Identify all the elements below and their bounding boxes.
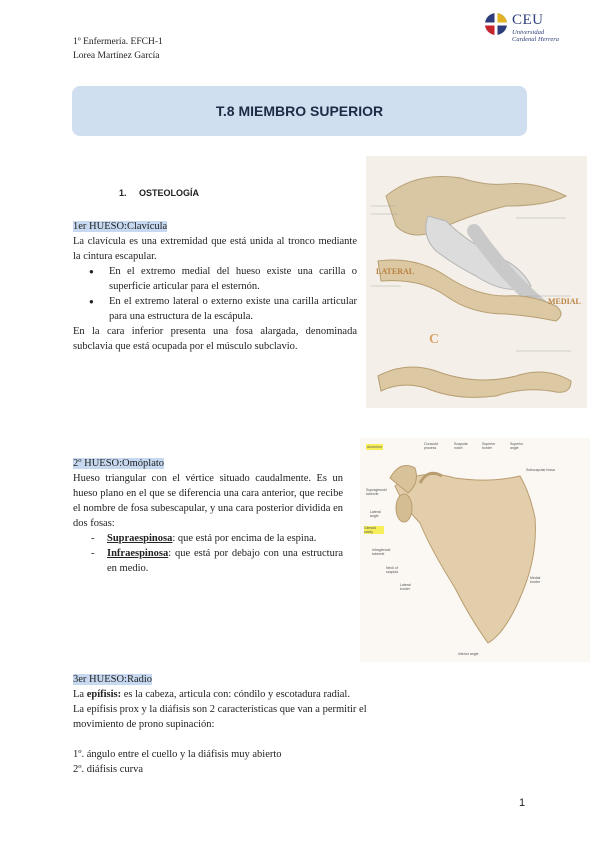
omoplato-block xyxy=(73,456,343,576)
omoplato-heading: 2º HUESO:Omóplato xyxy=(73,458,165,469)
label-lateral-angle: Lateral angle xyxy=(370,510,381,518)
clavicula-block xyxy=(73,219,357,354)
radio-line1-prefix: La xyxy=(73,689,87,700)
label-supraglenoid: Supraglenoid tubercle xyxy=(366,488,387,496)
radio-line1-rest: es la cabeza, articula con: cóndilo y escotadura radial. xyxy=(121,689,350,700)
label-letter: C xyxy=(429,332,440,347)
clavicula-bullet: ● En el extremo medial del hueso existe una carilla o superficie articular para el esternón. xyxy=(73,264,357,294)
logo-main: CEU xyxy=(512,12,544,28)
omoplato-item-term: Supraespinosa xyxy=(107,533,173,544)
label-neck: Neck of scapula xyxy=(386,566,399,574)
label-inferior-angle: Inferior angle xyxy=(458,652,479,656)
section-heading xyxy=(119,188,199,198)
omoplato-item-term: Infraespinosa xyxy=(107,548,169,559)
radio-line1 xyxy=(73,687,373,702)
omoplato-item-rest: : que está por encima de la espina. xyxy=(172,533,317,544)
logo-sub1: Universidad xyxy=(512,29,545,36)
omoplato-item-rest: : que está por debajo con una estructura en medio. xyxy=(107,548,343,574)
ceu-logo-icon xyxy=(484,12,508,36)
clavicula-bullet: ● En el extremo lateral o externo existe una carilla articular para una estructura de la escápula. xyxy=(73,294,357,324)
header-course: 1º Enfermería. EFCH-1 xyxy=(73,37,163,47)
radio-heading: 3er HUESO:Radio xyxy=(73,674,153,685)
label-subscapular-fossa: Subscapular fossa xyxy=(526,468,555,472)
clavicula-heading: 1er HUESO:Clavícula xyxy=(73,221,168,232)
radio-line2: La epífisis prox y la diáfisis son 2 características que van a permitir el movimiento de prono supinación: xyxy=(73,704,367,730)
omoplato-intro: Hueso triangular con el vértice situado caudalmente. Es un hueso plano en el que se diferencia una cara anterior, que recibe el nombre de fosa subescapular, y una cara posterior dividida en dos fosas: xyxy=(73,473,343,529)
label-acromion: Acromion xyxy=(367,445,382,449)
clavicle-figure xyxy=(366,156,587,408)
label-scapular-notch: Scapular notch xyxy=(454,442,468,450)
label-medial: MEDIAL xyxy=(548,297,581,306)
spacer xyxy=(73,732,373,747)
scapula-figure xyxy=(360,438,590,662)
label-medial-border: Medial border xyxy=(530,576,541,584)
page-number: 1 xyxy=(519,797,526,809)
radio-list-item: 1º. ángulo entre el cuello y la diáfisis muy abierto xyxy=(73,749,282,760)
radio-list-item: 2º. diáfisis curva xyxy=(73,764,144,775)
clavicle-illustration xyxy=(366,156,587,408)
radio-block xyxy=(73,672,373,777)
label-glenoid: Glenoid cavity xyxy=(364,526,384,534)
label-lateral: LATERAL xyxy=(376,267,415,276)
title-box xyxy=(72,86,527,136)
section-title: OSTEOLOGÍA xyxy=(139,188,200,198)
clavicula-intro: La clavícula es una extremidad que está unida al tronco mediante la cintura escapular. xyxy=(73,236,357,262)
omoplato-item xyxy=(73,531,343,546)
label-superior-angle: Superior angle xyxy=(510,442,524,450)
label-infraglenoid: Infraglenoid tubercle xyxy=(372,548,391,556)
logo-sub2: Cardenal Herrera xyxy=(512,36,560,43)
label-coracoid: Coracoid process xyxy=(424,442,439,450)
label-lateral-border: Lateral border xyxy=(400,583,411,591)
logo-text xyxy=(512,12,559,43)
section-number: 1. xyxy=(119,188,127,198)
header-author: Lorea Martínez García xyxy=(73,51,160,61)
radio-line1-term: epífisis: xyxy=(86,689,122,700)
page-title: T.8 MIEMBRO SUPERIOR xyxy=(215,103,384,119)
label-superior-border: Superior border xyxy=(482,442,496,450)
omoplato-item xyxy=(73,546,343,576)
clavicula-closing: En la cara inferior presenta una fosa alargada, denominada subclavia que está ocupada por el músculo subclavio. xyxy=(73,326,357,352)
